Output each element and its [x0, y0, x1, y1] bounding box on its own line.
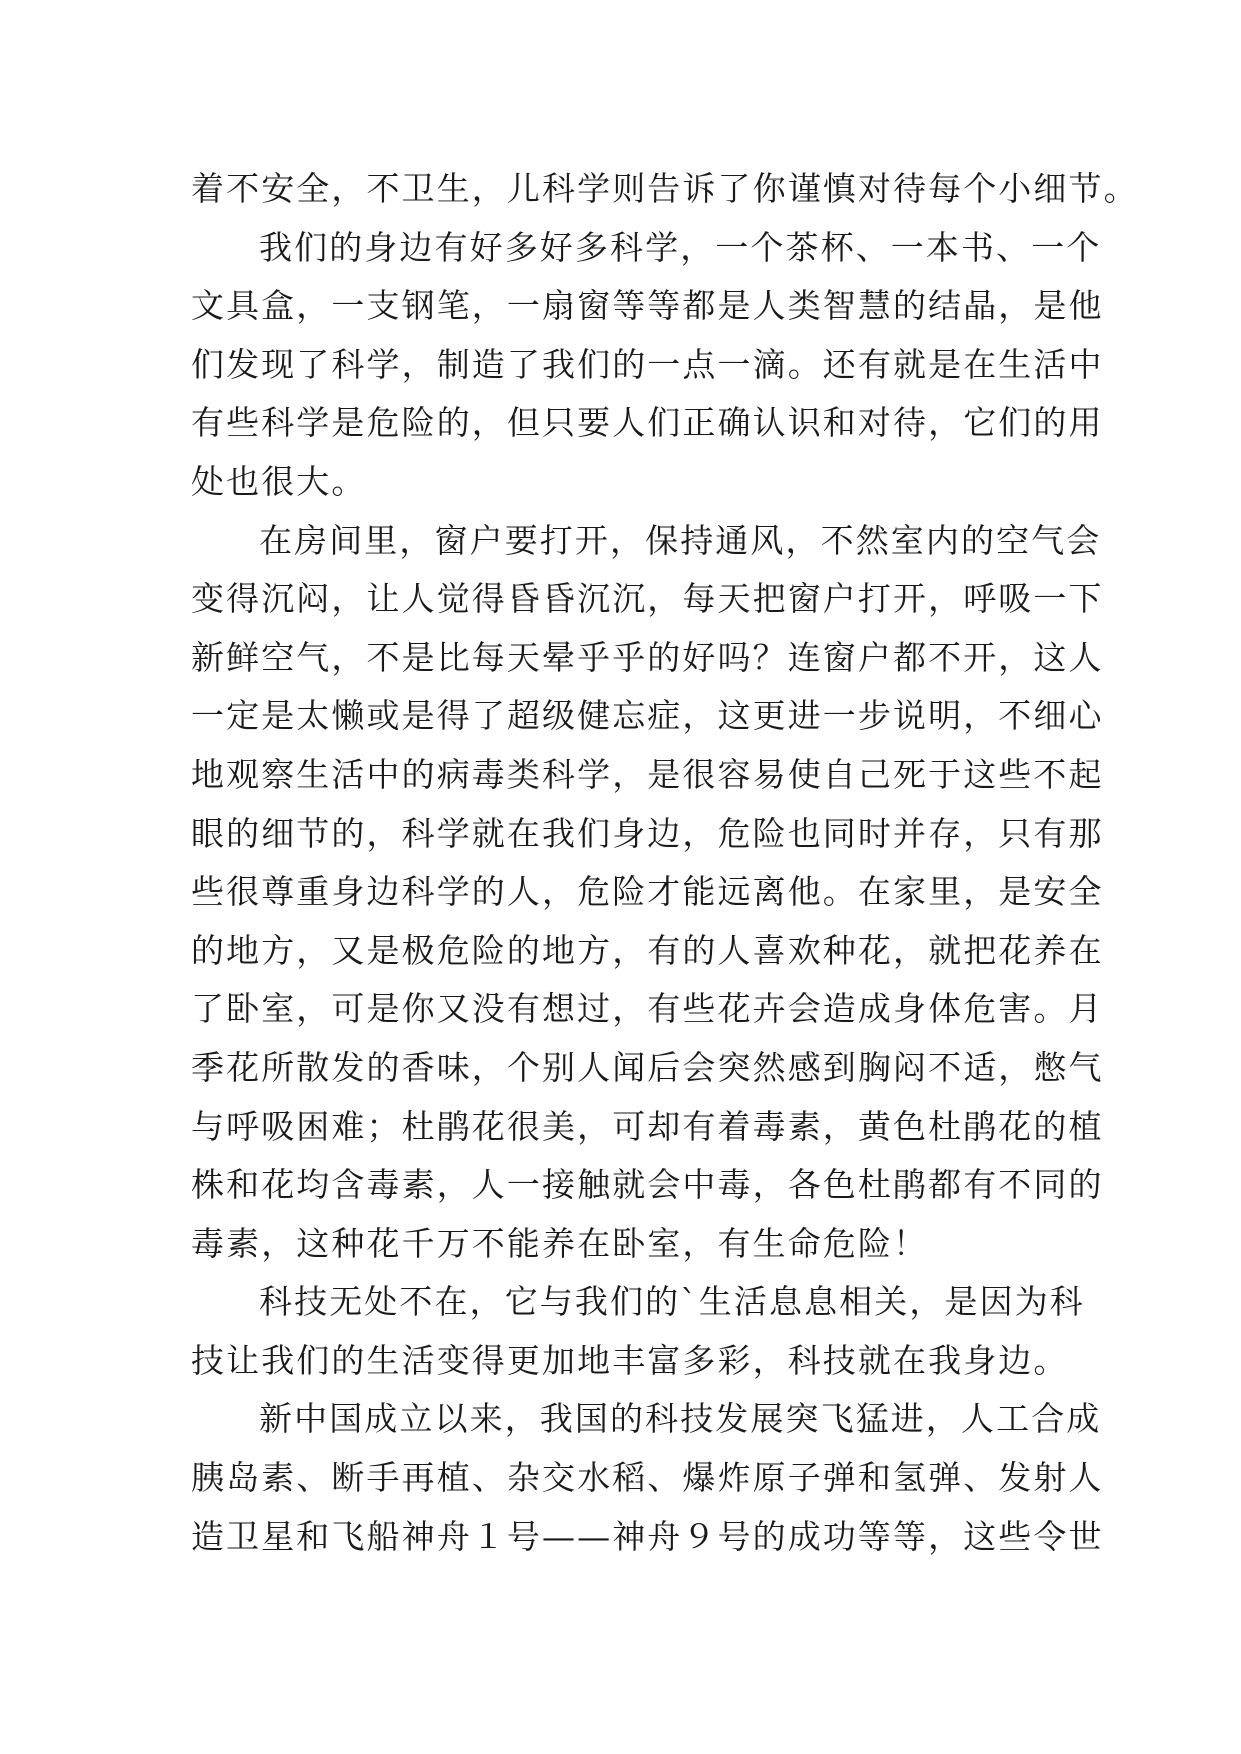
- document-body: [191, 160, 1139, 1566]
- text-line: 季花所散发的香味，个别人闻后会突然感到胸闷不适，憋气: [191, 1047, 1104, 1087]
- text-line: 毒素，这种花千万不能养在卧室，有生命危险！: [191, 1223, 929, 1263]
- text-line: 造卫星和飞船神舟１号——神舟９号的成功等等，这些令世: [191, 1516, 1104, 1556]
- text-line: 株和花均含毒素，人一接触就会中毒，各色杜鹃都有不同的: [191, 1165, 1104, 1205]
- text-line: 的地方，又是极危险的地方，有的人喜欢种花，就把花养在: [191, 930, 1104, 970]
- paragraph-start-line: 科技无处不在，它与我们的`生活息息相关，是因为科: [259, 1282, 1085, 1322]
- text-line: 着不安全，不卫生，儿科学则告诉了你谨慎对待每个小细节。: [191, 169, 1139, 208]
- text-line: 文具盒，一支钢笔，一扇窗等等都是人类智慧的结晶，是他: [191, 286, 1104, 326]
- paragraph-start-line: 在房间里，窗户要打开，保持通风，不然室内的空气会: [259, 520, 1102, 560]
- text-line: 技让我们的生活变得更加地丰富多彩，科技就在我身边。: [191, 1340, 1069, 1380]
- text-line: 处也很大。: [191, 461, 367, 501]
- text-line: 变得沉闷，让人觉得昏昏沉沉，每天把窗户打开，呼吸一下: [191, 579, 1104, 619]
- text-line: 们发现了科学，制造了我们的一点一滴。还有就是在生活中: [191, 344, 1104, 384]
- text-line: 了卧室，可是你又没有想过，有些花卉会造成身体危害。月: [191, 989, 1104, 1029]
- text-line: 胰岛素、断手再植、杂交水稻、爆炸原子弹和氢弹、发射人: [191, 1458, 1104, 1498]
- text-line: 与呼吸困难；杜鹃花很美，可却有着毒素，黄色杜鹃花的植: [191, 1106, 1104, 1146]
- text-line: 地观察生活中的病毒类科学，是很容易使自己死于这些不起: [191, 754, 1104, 794]
- text-line: 一定是太懒或是得了超级健忘症，这更进一步说明，不细心: [191, 696, 1104, 736]
- text-line: 眼的细节的，科学就在我们身边，危险也同时并存，只有那: [191, 813, 1104, 853]
- paragraph-start-line: 我们的身边有好多好多科学，一个茶杯、一本书、一个: [259, 227, 1102, 267]
- text-line: 些很尊重身边科学的人，危险才能远离他。在家里，是安全: [191, 872, 1104, 912]
- paragraph-start-line: 新中国成立以来，我国的科技发展突飞猛进，人工合成: [259, 1399, 1102, 1439]
- text-line: 有些科学是危险的，但只要人们正确认识和对待，它们的用: [191, 403, 1104, 443]
- text-line: 新鲜空气，不是比每天晕乎乎的好吗？连窗户都不开，这人: [191, 637, 1104, 677]
